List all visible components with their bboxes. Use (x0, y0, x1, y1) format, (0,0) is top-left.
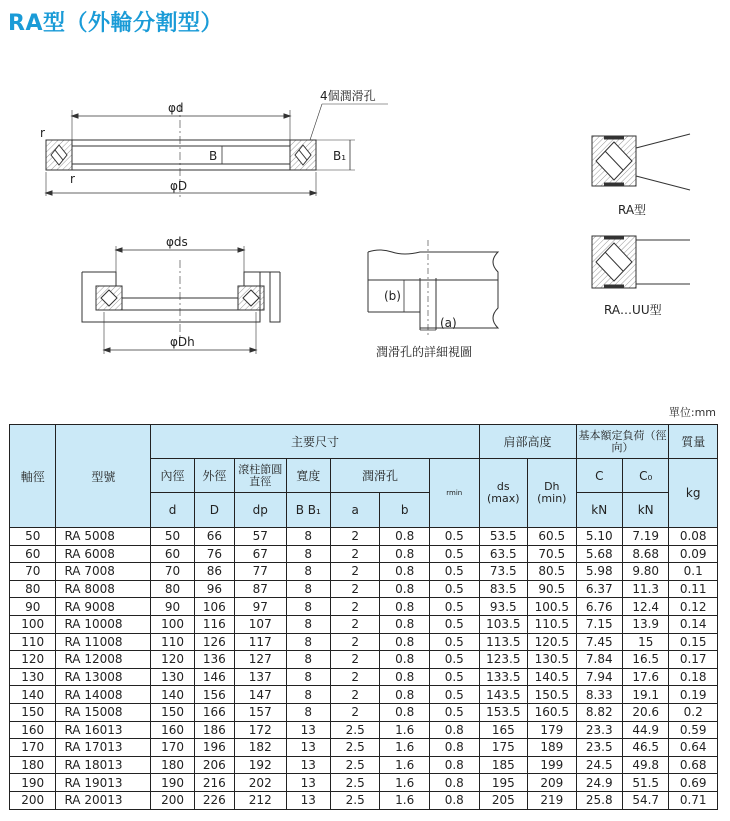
cell-B: 13 (286, 739, 330, 757)
cell-ds: 103.5 (479, 615, 528, 633)
cell-C: 23.3 (576, 721, 622, 739)
cell-ds: 143.5 (479, 686, 528, 704)
label-D: φD (170, 179, 188, 193)
cell-shaft: 50 (10, 528, 56, 546)
cell-B: 13 (286, 756, 330, 774)
cell-shaft: 120 (10, 651, 56, 669)
cell-Dh: 219 (528, 791, 577, 809)
cell-C0: 49.8 (622, 756, 668, 774)
cell-D: 116 (194, 615, 234, 633)
header-a: a (330, 493, 380, 528)
cell-Dh: 179 (528, 721, 577, 739)
cell-mass: 0.15 (669, 633, 718, 651)
cell-d: 100 (151, 615, 194, 633)
cell-dp: 192 (234, 756, 286, 774)
cell-rmin: 0.5 (429, 633, 479, 651)
cell-mass: 0.14 (669, 615, 718, 633)
cell-Dh: 209 (528, 774, 577, 792)
cell-dp: 202 (234, 774, 286, 792)
header-main-dims: 主要尺寸 (151, 425, 479, 459)
cell-C: 7.84 (576, 651, 622, 669)
cell-Dh: 110.5 (528, 615, 577, 633)
cell-model: RA 12008 (56, 651, 151, 669)
cell-B: 8 (286, 598, 330, 616)
label-r-bottom: r (70, 172, 75, 186)
cell-rmin: 0.8 (429, 791, 479, 809)
header-kg: kg (669, 459, 718, 528)
cell-C0: 7.19 (622, 528, 668, 546)
cell-C0: 13.9 (622, 615, 668, 633)
cell-shaft: 110 (10, 633, 56, 651)
cell-B: 13 (286, 791, 330, 809)
cell-C0: 19.1 (622, 686, 668, 704)
cell-C0: 9.80 (622, 563, 668, 581)
header-inner: 內徑 (151, 459, 194, 493)
cell-dp: 67 (234, 545, 286, 563)
cell-C0: 15 (622, 633, 668, 651)
cell-mass: 0.17 (669, 651, 718, 669)
cell-ds: 53.5 (479, 528, 528, 546)
cell-dp: 97 (234, 598, 286, 616)
cell-dp: 77 (234, 563, 286, 581)
page-title: RA型（外輪分割型） (8, 11, 223, 36)
cell-model: RA 16013 (56, 721, 151, 739)
table-row (10, 668, 718, 686)
cell-b: 0.8 (380, 528, 430, 546)
cell-Dh: 70.5 (528, 545, 577, 563)
cell-B: 8 (286, 545, 330, 563)
cell-shaft: 170 (10, 739, 56, 757)
cell-D: 186 (194, 721, 234, 739)
label-B: B (209, 149, 218, 163)
cell-C: 25.8 (576, 791, 622, 809)
cell-mass: 0.2 (669, 703, 718, 721)
cell-D: 146 (194, 668, 234, 686)
cell-rmin: 0.8 (429, 739, 479, 757)
cell-d: 190 (151, 774, 194, 792)
cell-d: 140 (151, 686, 194, 704)
spec-table (9, 424, 718, 810)
caption-detail: 潤滑孔的詳細視圖 (376, 345, 473, 359)
cell-mass: 0.19 (669, 686, 718, 704)
cell-d: 110 (151, 633, 194, 651)
header-width: 寬度 (286, 459, 330, 493)
cell-dp: 137 (234, 668, 286, 686)
label-b: (b) (384, 289, 401, 303)
cell-model: RA 15008 (56, 703, 151, 721)
ra-type-drawing (592, 134, 690, 190)
cell-b: 0.8 (380, 615, 430, 633)
cell-C: 7.15 (576, 615, 622, 633)
cell-d: 200 (151, 791, 194, 809)
cell-mass: 0.69 (669, 774, 718, 792)
cell-b: 1.6 (380, 739, 430, 757)
cell-rmin: 0.8 (429, 756, 479, 774)
cell-model: RA 6008 (56, 545, 151, 563)
header-shaft: 軸徑 (10, 425, 56, 528)
cell-D: 216 (194, 774, 234, 792)
table-row (10, 791, 718, 809)
cell-a: 2 (330, 703, 380, 721)
cell-d: 150 (151, 703, 194, 721)
caption-ra: RA型 (618, 203, 647, 217)
cell-rmin: 0.5 (429, 615, 479, 633)
cell-rmin: 0.5 (429, 580, 479, 598)
cell-rmin: 0.5 (429, 668, 479, 686)
cell-C0: 44.9 (622, 721, 668, 739)
cell-mass: 0.64 (669, 739, 718, 757)
cell-C: 8.33 (576, 686, 622, 704)
cell-Dh: 90.5 (528, 580, 577, 598)
header-C: C (576, 459, 622, 493)
table-row (10, 651, 718, 669)
cell-ds: 175 (479, 739, 528, 757)
cell-b: 1.6 (380, 774, 430, 792)
cell-a: 2.5 (330, 756, 380, 774)
cell-C: 8.82 (576, 703, 622, 721)
cell-b: 0.8 (380, 580, 430, 598)
cell-shaft: 130 (10, 668, 56, 686)
table-row (10, 703, 718, 721)
cell-rmin: 0.5 (429, 598, 479, 616)
cell-model: RA 10008 (56, 615, 151, 633)
cell-mass: 0.18 (669, 668, 718, 686)
cell-C: 7.94 (576, 668, 622, 686)
label-Dh: φDh (170, 335, 195, 349)
cell-Dh: 160.5 (528, 703, 577, 721)
cell-b: 0.8 (380, 545, 430, 563)
table-row (10, 721, 718, 739)
cell-dp: 182 (234, 739, 286, 757)
cell-B: 8 (286, 686, 330, 704)
cell-D: 136 (194, 651, 234, 669)
header-pitch: 滾柱節圓直徑 (234, 459, 286, 493)
cell-dp: 212 (234, 791, 286, 809)
cell-dp: 157 (234, 703, 286, 721)
cell-b: 1.6 (380, 756, 430, 774)
cell-model: RA 14008 (56, 686, 151, 704)
cell-d: 90 (151, 598, 194, 616)
cell-D: 86 (194, 563, 234, 581)
cell-D: 76 (194, 545, 234, 563)
cell-C: 5.10 (576, 528, 622, 546)
cell-D: 66 (194, 528, 234, 546)
cell-d: 130 (151, 668, 194, 686)
table-row (10, 563, 718, 581)
cell-shaft: 160 (10, 721, 56, 739)
cell-shaft: 70 (10, 563, 56, 581)
cell-a: 2 (330, 686, 380, 704)
cell-a: 2.5 (330, 791, 380, 809)
cell-a: 2.5 (330, 774, 380, 792)
cell-rmin: 0.8 (429, 774, 479, 792)
cell-ds: 185 (479, 756, 528, 774)
cell-D: 106 (194, 598, 234, 616)
cell-a: 2 (330, 563, 380, 581)
header-dp: dp (234, 493, 286, 528)
cell-B: 8 (286, 651, 330, 669)
cell-mass: 0.68 (669, 756, 718, 774)
cell-ds: 63.5 (479, 545, 528, 563)
cell-shaft: 150 (10, 703, 56, 721)
cell-shaft: 80 (10, 580, 56, 598)
cell-shaft: 90 (10, 598, 56, 616)
cell-D: 206 (194, 756, 234, 774)
cell-B: 8 (286, 615, 330, 633)
cell-ds: 153.5 (479, 703, 528, 721)
cell-Dh: 199 (528, 756, 577, 774)
cell-b: 0.8 (380, 563, 430, 581)
cell-D: 156 (194, 686, 234, 704)
cell-Dh: 60.5 (528, 528, 577, 546)
cell-model: RA 9008 (56, 598, 151, 616)
cell-Dh: 140.5 (528, 668, 577, 686)
cell-C0: 51.5 (622, 774, 668, 792)
cell-shaft: 100 (10, 615, 56, 633)
cell-B: 8 (286, 668, 330, 686)
cell-C0: 16.5 (622, 651, 668, 669)
cell-d: 70 (151, 563, 194, 581)
cell-shaft: 180 (10, 756, 56, 774)
cell-ds: 195 (479, 774, 528, 792)
cell-a: 2 (330, 668, 380, 686)
cell-mass: 0.09 (669, 545, 718, 563)
cell-C: 24.9 (576, 774, 622, 792)
cell-model: RA 5008 (56, 528, 151, 546)
cell-model: RA 8008 (56, 580, 151, 598)
label-d: φd (168, 101, 184, 115)
cell-D: 196 (194, 739, 234, 757)
cell-B: 13 (286, 774, 330, 792)
table-row (10, 545, 718, 563)
cell-rmin: 0.8 (429, 721, 479, 739)
cell-dp: 117 (234, 633, 286, 651)
cell-ds: 205 (479, 791, 528, 809)
cell-model: RA 19013 (56, 774, 151, 792)
cell-model: RA 11008 (56, 633, 151, 651)
cell-shaft: 140 (10, 686, 56, 704)
cell-a: 2.5 (330, 721, 380, 739)
label-a: (a) (440, 316, 457, 330)
cell-b: 0.8 (380, 686, 430, 704)
cell-d: 170 (151, 739, 194, 757)
table-row (10, 686, 718, 704)
cell-a: 2 (330, 528, 380, 546)
cell-B: 8 (286, 703, 330, 721)
cell-b: 0.8 (380, 651, 430, 669)
cell-model: RA 18013 (56, 756, 151, 774)
cell-d: 120 (151, 651, 194, 669)
label-lube-holes: 4個潤滑孔 (320, 89, 376, 103)
cell-b: 0.8 (380, 633, 430, 651)
cell-rmin: 0.5 (429, 528, 479, 546)
header-kN-C: kN (576, 493, 622, 528)
cell-D: 126 (194, 633, 234, 651)
table-row (10, 615, 718, 633)
cell-B: 13 (286, 721, 330, 739)
lube-hole-detail-drawing (368, 240, 498, 336)
unit-label: 單位:mm (668, 406, 716, 419)
cell-shaft: 200 (10, 791, 56, 809)
cell-C0: 8.68 (622, 545, 668, 563)
header-outer: 外徑 (194, 459, 234, 493)
table-row (10, 633, 718, 651)
cell-shaft: 190 (10, 774, 56, 792)
cell-d: 180 (151, 756, 194, 774)
cell-b: 0.8 (380, 703, 430, 721)
cell-shaft: 60 (10, 545, 56, 563)
cell-a: 2 (330, 615, 380, 633)
cell-model: RA 20013 (56, 791, 151, 809)
cell-mass: 0.59 (669, 721, 718, 739)
header-rmin: rmin (429, 459, 479, 528)
table-row (10, 598, 718, 616)
label-B1: B₁ (333, 149, 347, 163)
header-model: 型號 (56, 425, 151, 528)
cell-C0: 17.6 (622, 668, 668, 686)
cell-ds: 83.5 (479, 580, 528, 598)
cell-a: 2 (330, 598, 380, 616)
cell-d: 60 (151, 545, 194, 563)
cell-C: 7.45 (576, 633, 622, 651)
cell-b: 1.6 (380, 721, 430, 739)
table-row (10, 774, 718, 792)
cell-C: 5.68 (576, 545, 622, 563)
cell-mass: 0.1 (669, 563, 718, 581)
cell-ds: 93.5 (479, 598, 528, 616)
cell-Dh: 189 (528, 739, 577, 757)
cell-D: 166 (194, 703, 234, 721)
cell-C0: 54.7 (622, 791, 668, 809)
cell-Dh: 130.5 (528, 651, 577, 669)
cell-d: 80 (151, 580, 194, 598)
header-mass: 質量 (669, 425, 718, 459)
cell-C: 6.76 (576, 598, 622, 616)
cell-mass: 0.71 (669, 791, 718, 809)
cell-dp: 87 (234, 580, 286, 598)
cell-b: 0.8 (380, 598, 430, 616)
cell-C0: 46.5 (622, 739, 668, 757)
header-C0: C₀ (622, 459, 668, 493)
cell-b: 1.6 (380, 791, 430, 809)
header-b: b (380, 493, 430, 528)
cell-dp: 147 (234, 686, 286, 704)
cell-mass: 0.08 (669, 528, 718, 546)
cell-rmin: 0.5 (429, 563, 479, 581)
cell-rmin: 0.5 (429, 703, 479, 721)
cell-Dh: 80.5 (528, 563, 577, 581)
cell-C: 24.5 (576, 756, 622, 774)
cell-mass: 0.12 (669, 598, 718, 616)
header-rating: 基本額定負荷（徑向） (576, 425, 669, 459)
cell-rmin: 0.5 (429, 545, 479, 563)
cell-b: 0.8 (380, 668, 430, 686)
header-D: D (194, 493, 234, 528)
cell-dp: 57 (234, 528, 286, 546)
cell-d: 160 (151, 721, 194, 739)
cell-d: 50 (151, 528, 194, 546)
cell-a: 2 (330, 651, 380, 669)
header-Dh: Dh (min) (528, 459, 577, 528)
cell-Dh: 150.5 (528, 686, 577, 704)
cell-rmin: 0.5 (429, 686, 479, 704)
cell-a: 2 (330, 633, 380, 651)
cell-dp: 107 (234, 615, 286, 633)
cell-ds: 123.5 (479, 651, 528, 669)
cell-a: 2 (330, 580, 380, 598)
cell-model: RA 13008 (56, 668, 151, 686)
cell-dp: 172 (234, 721, 286, 739)
cell-a: 2.5 (330, 739, 380, 757)
cell-C0: 12.4 (622, 598, 668, 616)
cell-mass: 0.11 (669, 580, 718, 598)
cell-ds: 73.5 (479, 563, 528, 581)
header-BB1: B B₁ (286, 493, 330, 528)
cell-ds: 113.5 (479, 633, 528, 651)
cell-D: 226 (194, 791, 234, 809)
header-lube: 潤滑孔 (330, 459, 429, 493)
cell-B: 8 (286, 580, 330, 598)
cell-C: 5.98 (576, 563, 622, 581)
cell-B: 8 (286, 633, 330, 651)
cell-ds: 133.5 (479, 668, 528, 686)
header-kN-C0: kN (622, 493, 668, 528)
cell-C: 23.5 (576, 739, 622, 757)
spec-table-body (10, 528, 718, 810)
table-row (10, 528, 718, 546)
cell-dp: 127 (234, 651, 286, 669)
cell-rmin: 0.5 (429, 651, 479, 669)
cell-B: 8 (286, 528, 330, 546)
cell-B: 8 (286, 563, 330, 581)
table-row (10, 739, 718, 757)
table-row (10, 756, 718, 774)
cell-C: 6.37 (576, 580, 622, 598)
rauu-type-drawing (592, 236, 690, 288)
cell-a: 2 (330, 545, 380, 563)
label-ds: φds (166, 235, 188, 249)
cell-ds: 165 (479, 721, 528, 739)
cell-model: RA 7008 (56, 563, 151, 581)
cell-Dh: 120.5 (528, 633, 577, 651)
label-r-top: r (40, 126, 45, 140)
table-row (10, 580, 718, 598)
technical-drawings (0, 40, 730, 370)
cell-Dh: 100.5 (528, 598, 577, 616)
cell-C0: 20.6 (622, 703, 668, 721)
header-d: d (151, 493, 194, 528)
header-ds: ds (max) (479, 459, 528, 528)
cell-D: 96 (194, 580, 234, 598)
caption-rauu: RA…UU型 (604, 303, 662, 317)
header-shoulder: 肩部高度 (479, 425, 576, 459)
cell-model: RA 17013 (56, 739, 151, 757)
cell-C0: 11.3 (622, 580, 668, 598)
